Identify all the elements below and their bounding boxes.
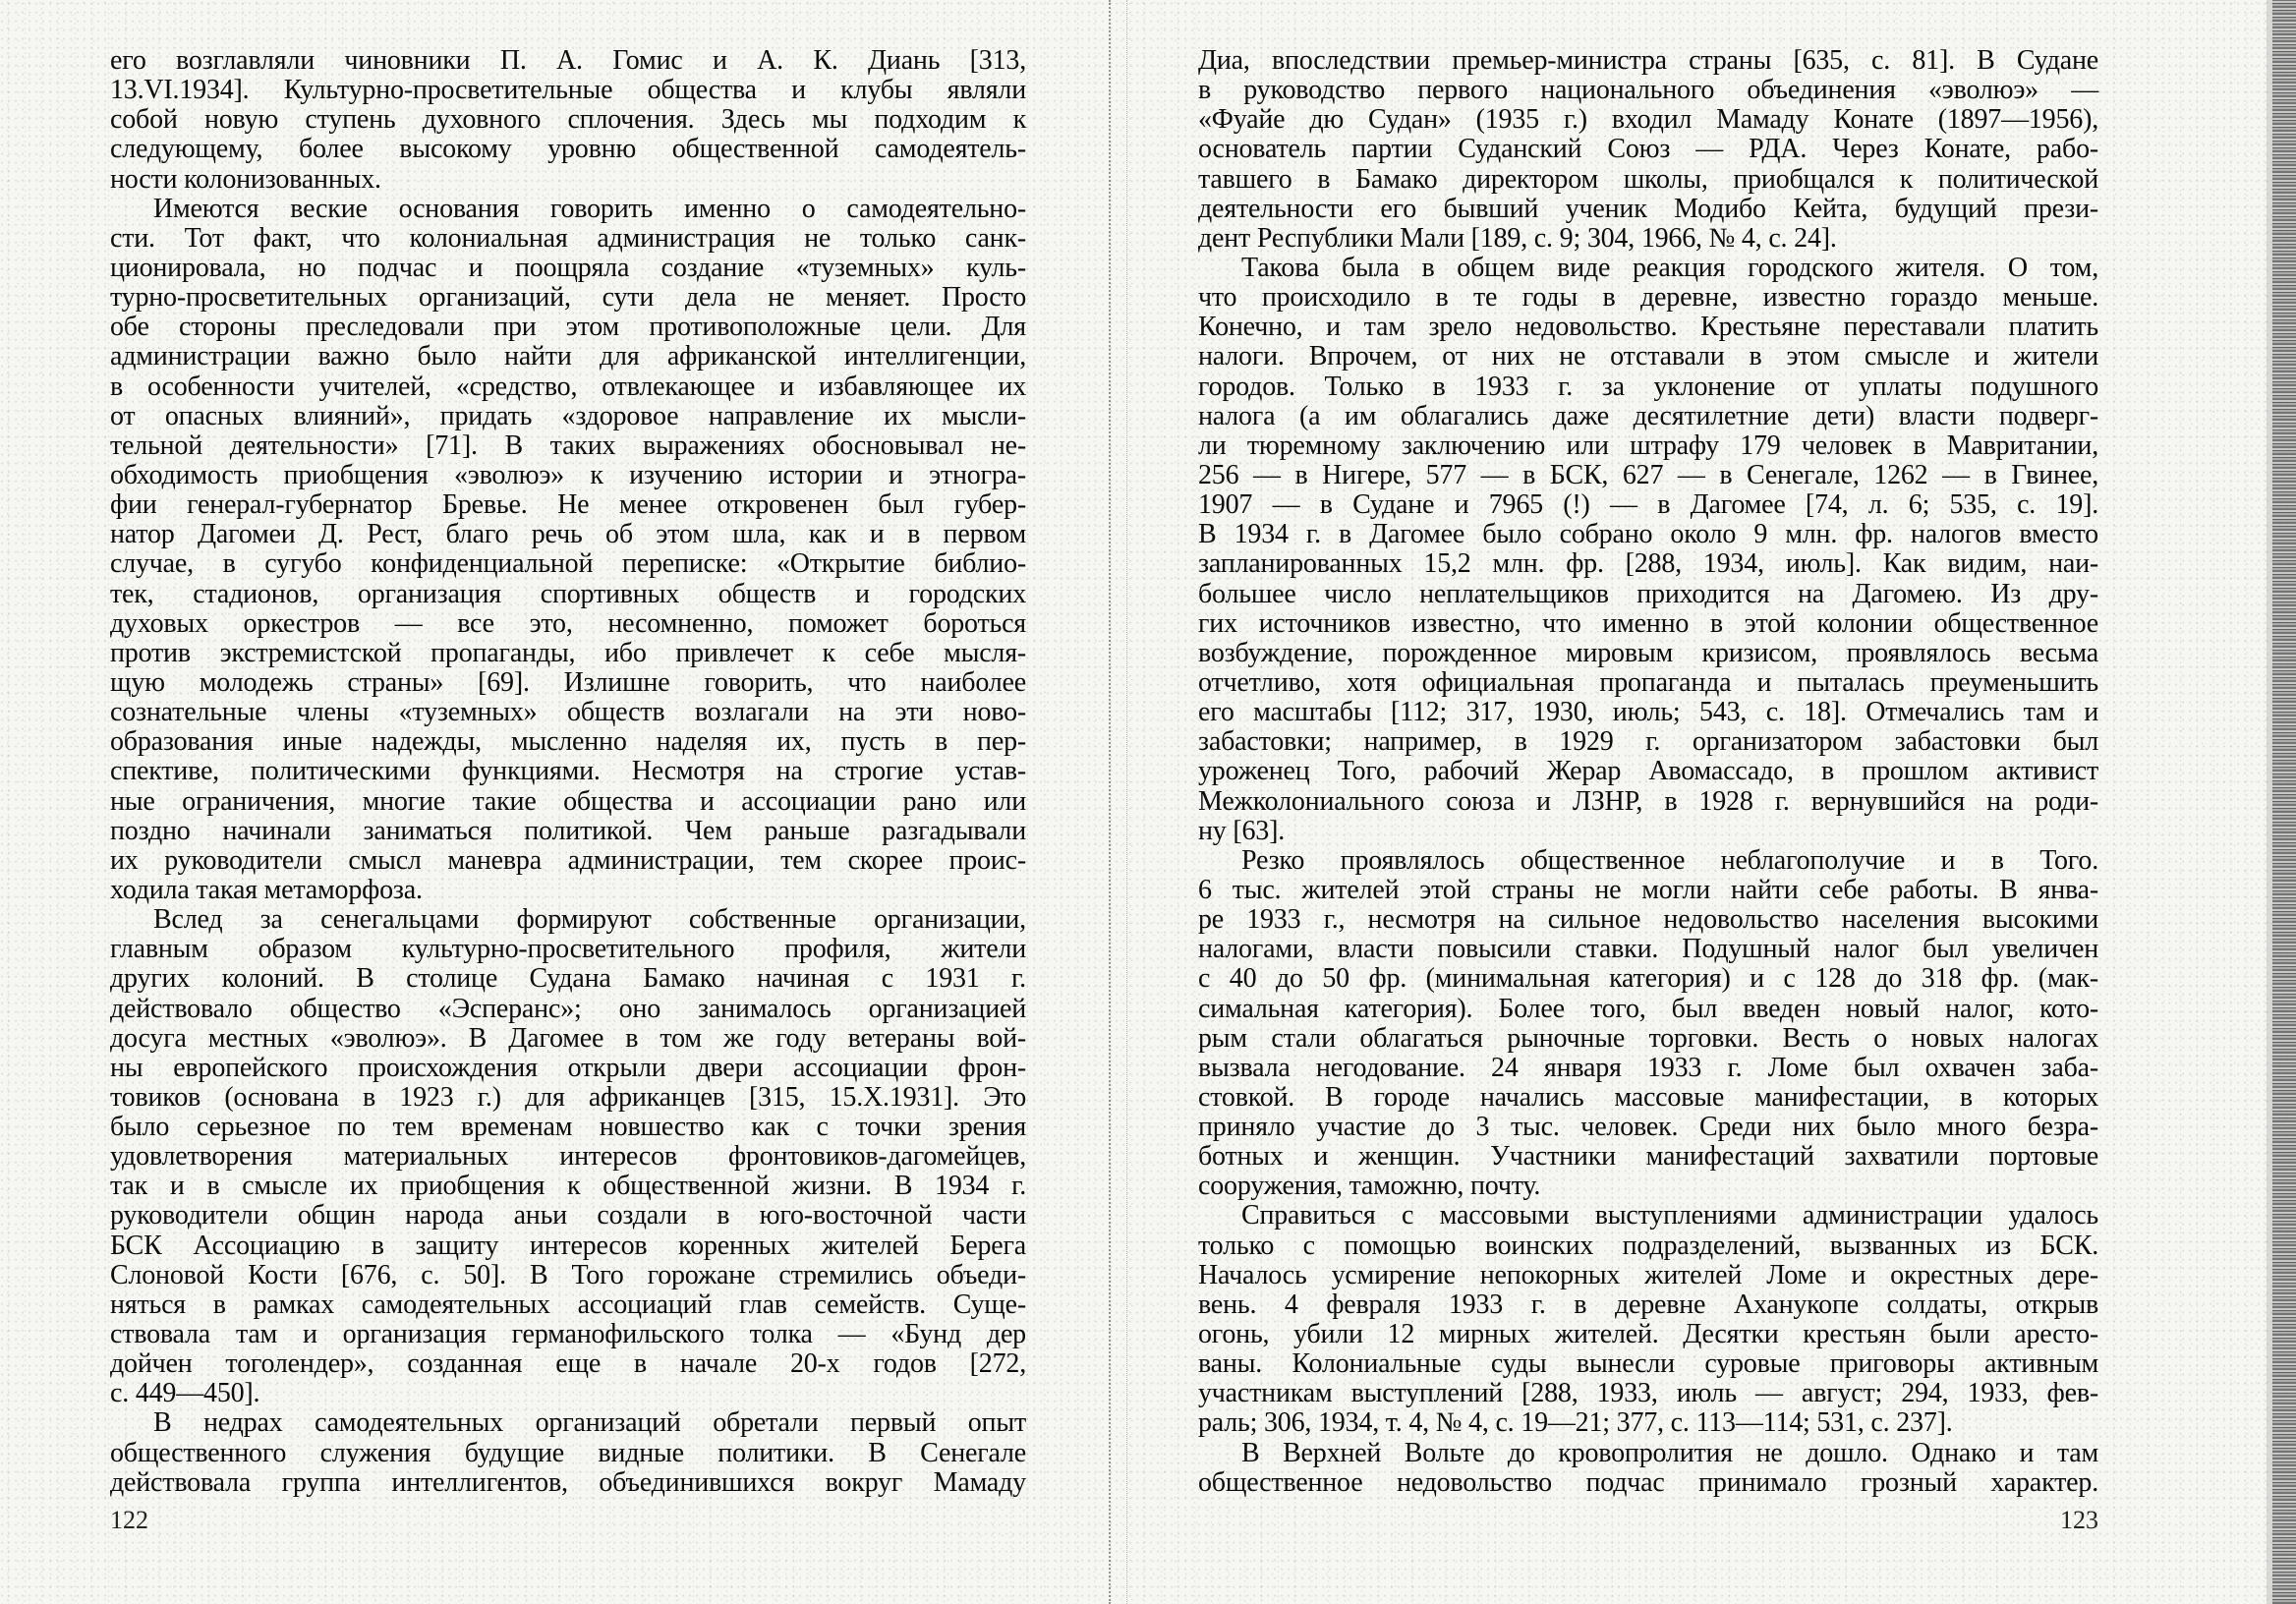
text-line: администрации важно было найти для африканской интеллигенции,: [110, 341, 1026, 372]
text-line: ли тюремному заключению или штрафу 179 человек в Мавритании,: [1198, 430, 2098, 461]
text-line: сти. Тот факт, что колониальная администрация не только санк-: [110, 222, 1026, 254]
text-line: Межколониального союза и ЛЗНР, в 1928 г. вернувшийся на роди-: [1198, 785, 2098, 817]
text-line: натор Дагомеи Д. Рест, благо речь об этом шла, как и в первом: [110, 519, 1026, 550]
text-line: образования иные надежды, мысленно наделяя их, пусть в пер-: [110, 726, 1026, 758]
page-number-right: 123: [2060, 1506, 2098, 1534]
text-line: деятельности его бывший ученик Модибо Кейта, будущий прези-: [1198, 193, 2098, 224]
text-line: рым стали облагаться рыночные торговки. Весть о новых налогах: [1198, 1022, 2098, 1054]
text-line: только с помощью воинских подразделений, вызванных из БСК.: [1198, 1230, 2098, 1261]
text-line: основатель партии Суданский Союз — РДА. Через Конате, рабо-: [1198, 134, 2098, 165]
text-line: ваны. Колониальные суды вынесли суровые приговоры активным: [1198, 1348, 2098, 1380]
text-line: сооружения, таможню, почту.: [1198, 1171, 1541, 1202]
text-line: «Фуайе дю Судан» (1935 г.) входил Мамаду Конате (1897—1956),: [1198, 104, 2098, 136]
paragraph: [110, 905, 1026, 1408]
text-line: сознательные члены «туземных» обществ возлагали на эти ново-: [110, 697, 1026, 728]
text-line: Справиться с массовыми выступлениями администрации удалось: [1241, 1200, 2098, 1232]
text-line: отчетливо, хотя официальная пропаганда и пыталась преуменьшить: [1198, 666, 2098, 698]
text-line: тек, стадионов, организация спортивных обществ и городских: [110, 578, 1026, 609]
text-line: его возглавляли чиновники П. А. Гомис и А. К. Диань [313,: [110, 45, 1026, 76]
paragraph: [1198, 254, 2098, 846]
text-line: В Верхней Вольте до кровопролития не дошло. Однако и там: [1241, 1437, 2098, 1468]
text-line: 13.VI.1934]. Культурно-просветительные общества и клубы являли: [110, 75, 1026, 106]
text-line: фии генерал-губернатор Бревье. Не менее откровенен был губер-: [110, 489, 1026, 521]
text-line: ны европейского происхождения открыли двери ассоциации фрон-: [110, 1052, 1026, 1083]
text-line: поздно начинали заниматься политикой. Чем раньше разгадывали: [110, 815, 1026, 846]
text-line: приняло участие до 3 тыс. человек. Среди них было много безра-: [1198, 1112, 2098, 1143]
text-line: было серьезное по тем временам новшество как с точки зрения: [110, 1112, 1026, 1143]
text-line: ности колонизованных.: [110, 163, 381, 195]
text-line: 256 — в Нигере, 577 — в БСК, 627 — в Сенегале, 1262 — в Гвинее,: [1198, 459, 2098, 490]
text-line: запланированных 15,2 млн. фр. [288, 1934, июль]. Как видим, наи-: [1198, 548, 2098, 580]
text-line: Имеются веские основания говорить именно о самодеятельно-: [153, 193, 1026, 224]
text-line: в руководство первого национального объединения «эволюэ» —: [1198, 75, 2098, 106]
text-line: гих источников известно, что именно в этой колонии общественное: [1198, 607, 2098, 639]
paragraph: [1198, 1201, 2098, 1438]
text-line: в особенности учителей, «средство, отвлекающее и избавляющее их: [110, 371, 1026, 402]
text-line: Слоновой Кости [676, с. 50]. В Того горожане стремились объеди-: [110, 1259, 1026, 1290]
text-line: от опасных влияний», придать «здоровое направление их мысли-: [110, 400, 1026, 431]
text-line: вызвала негодование. 24 января 1933 г. Ломе был охвачен заба-: [1198, 1052, 2098, 1083]
text-line: духовых оркестров — все это, несомненно, поможет бороться: [110, 607, 1026, 639]
text-line: дент Республики Мали [189, с. 9; 304, 1966, № 4, с. 24].: [1198, 222, 1837, 254]
text-line: участникам выступлений [288, 1933, июль — август; 294, 1933, фев-: [1198, 1378, 2098, 1409]
text-line: с 40 до 50 фр. (минимальная категория) и с 128 до 318 фр. (мак-: [1198, 963, 2098, 995]
text-line: 6 тыс. жителей этой страны не могли найти себе работы. В янва-: [1198, 874, 2098, 905]
text-line: тельной деятельности» [71]. В таких выражениях обосновывал не-: [110, 430, 1026, 461]
text-line: действовало общество «Эсперанс»; оно занималось организацией: [110, 993, 1026, 1024]
text-line: главным образом культурно-просветительного профиля, жители: [110, 934, 1026, 965]
text-line: симальная категория). Более того, был введен новый налог, кото-: [1198, 993, 2098, 1024]
text-line: ходила такая метаморфоза.: [110, 874, 423, 905]
text-line: налогами, власти повысили ставки. Подушный налог был увеличен: [1198, 934, 2098, 965]
text-line: товиков (основана в 1923 г.) для африканцев [315, 15.X.1931]. Это: [110, 1081, 1026, 1113]
text-line: их руководители смысл маневра администрации, тем скорее проис-: [110, 844, 1026, 876]
paragraph: [1198, 46, 2098, 254]
text-line: досуга местных «эволюэ». В Дагомее в том же году ветераны вой-: [110, 1022, 1026, 1054]
text-line: ционировала, но подчас и поощряла создание «туземных» куль-: [110, 252, 1026, 283]
text-line: что происходило в те годы в деревне, известно гораздо меньше.: [1198, 282, 2098, 314]
text-line: 1907 — в Судане и 7965 (!) — в Дагомее [74, л. 6; 535, с. 19].: [1198, 489, 2098, 521]
paragraph: [110, 195, 1026, 905]
book-gutter-line: [1109, 0, 1111, 1604]
text-line: Началось усмирение непокорных жителей Ломе и окрестных дере-: [1198, 1259, 2098, 1290]
text-line: с. 449—450].: [110, 1378, 260, 1409]
text-line: других колоний. В столице Судана Бамако начиная с 1931 г.: [110, 963, 1026, 995]
text-line: возбуждение, порожденное мировым кризисом, проявлялось весьма: [1198, 637, 2098, 668]
text-line: огонь, убили 12 мирных жителей. Десятки крестьян были аресто-: [1198, 1319, 2098, 1350]
text-line: действовала группа интеллигентов, объединившихся вокруг Мамаду: [110, 1466, 1026, 1498]
text-line: собой новую ступень духовного сплочения. Здесь мы подходим к: [110, 104, 1026, 136]
text-line: В 1934 г. в Дагомее было собрано около 9 млн. фр. налогов вместо: [1198, 519, 2098, 550]
page-right: [1198, 46, 2098, 1498]
text-line: ну [63].: [1198, 815, 1286, 846]
text-line: городов. Только в 1933 г. за уклонение от уплаты подушного: [1198, 371, 2098, 402]
text-line: стовкой. В городе начались массовые манифестации, в которых: [1198, 1081, 2098, 1113]
text-line: удовлетворения материальных интересов фронтовиков-дагомейцев,: [110, 1141, 1026, 1173]
text-line: раль; 306, 1934, т. 4, № 4, с. 19—21; 377, с. 113—114; 531, с. 237].: [1198, 1407, 1953, 1439]
text-line: руководители общин народа аньи создали в юго-восточной части: [110, 1200, 1026, 1232]
text-line: дойчен тоголендер», созданная еще в начале 20-х годов [272,: [110, 1348, 1026, 1380]
page-number-left: 122: [110, 1506, 148, 1534]
text-line: общественное недовольство подчас принимало грозный характер.: [1198, 1466, 2098, 1498]
text-line: его масштабы [112; 317, 1930, июль; 543, с. 18]. Отмечались там и: [1198, 697, 2098, 728]
book-gutter-line: [1126, 0, 1127, 1604]
text-line: забастовки; например, в 1929 г. организатором забастовки был: [1198, 726, 2098, 758]
text-line: ствовала там и организация германофильского толка — «Бунд дер: [110, 1319, 1026, 1350]
text-line: спективе, политическими функциями. Несмотря на строгие устав-: [110, 756, 1026, 787]
text-line: Такова была в общем виде реакция городского жителя. О том,: [1241, 252, 2098, 283]
text-line: ботных и женщин. Участники манифестаций захватили портовые: [1198, 1141, 2098, 1173]
page-left: [110, 46, 1026, 1498]
text-line: Резко проявлялось общественное неблагополучие и в Того.: [1241, 844, 2098, 876]
text-line: БСК Ассоциацию в защиту интересов коренных жителей Берега: [110, 1230, 1026, 1261]
text-line: В недрах самодеятельных организаций обретали первый опыт: [153, 1407, 1026, 1439]
text-line: ре 1933 г., несмотря на сильное недовольство населения высокими: [1198, 904, 2098, 936]
text-line: налога (а им облагались даже десятилетние дети) власти подверг-: [1198, 400, 2098, 431]
text-line: няться в рамках самодеятельных ассоциаций глав семейств. Суще-: [110, 1289, 1026, 1320]
text-line: Конечно, и там зрело недовольство. Крестьяне переставали платить: [1198, 312, 2098, 343]
text-line: вень. 4 февраля 1933 г. в деревне Аханукопе солдаты, открыв: [1198, 1289, 2098, 1320]
text-line: против экстремистской пропаганды, ибо привлечет к себе мысля-: [110, 637, 1026, 668]
text-line: ные ограничения, многие такие общества и ассоциации рано или: [110, 785, 1026, 817]
book-edge-stripe: [2272, 0, 2296, 1604]
text-line: щую молодежь страны» [69]. Излишне говорить, что наиболее: [110, 666, 1026, 698]
text-line: налоги. Впрочем, от них не отставали в этом смысле и жители: [1198, 341, 2098, 372]
text-line: тавшего в Бамако директором школы, приобщался к политической: [1198, 163, 2098, 195]
text-line: обходимость приобщения «эволюэ» к изучению истории и этногра-: [110, 459, 1026, 490]
text-line: Диа, впоследствии премьер-министра страны [635, с. 81]. В Судане: [1198, 45, 2098, 76]
text-line: большее число неплательщиков приходится на Дагомею. Из дру-: [1198, 578, 2098, 609]
text-line: общественного служения будущие видные политики. В Сенегале: [110, 1437, 1026, 1468]
text-line: уроженец Того, рабочий Жерар Авомассадо, в прошлом активист: [1198, 756, 2098, 787]
text-line: так и в смысле их приобщения к общественной жизни. В 1934 г.: [110, 1171, 1026, 1202]
text-line: случае, в сугубо конфиденциальной переписке: «Открытие библио-: [110, 548, 1026, 580]
paragraph: [110, 1408, 1026, 1497]
text-line: Вслед за сенегальцами формируют собственные организации,: [153, 904, 1026, 936]
text-line: обе стороны преследовали при этом противоположные цели. Для: [110, 312, 1026, 343]
text-line: следующему, более высокому уровню общественной самодеятель-: [110, 134, 1026, 165]
paragraph: [1198, 846, 2098, 1202]
text-line: турно-просветительных организаций, сути дела не меняет. Просто: [110, 282, 1026, 314]
paragraph: [1198, 1439, 2098, 1498]
paragraph: [110, 46, 1026, 195]
